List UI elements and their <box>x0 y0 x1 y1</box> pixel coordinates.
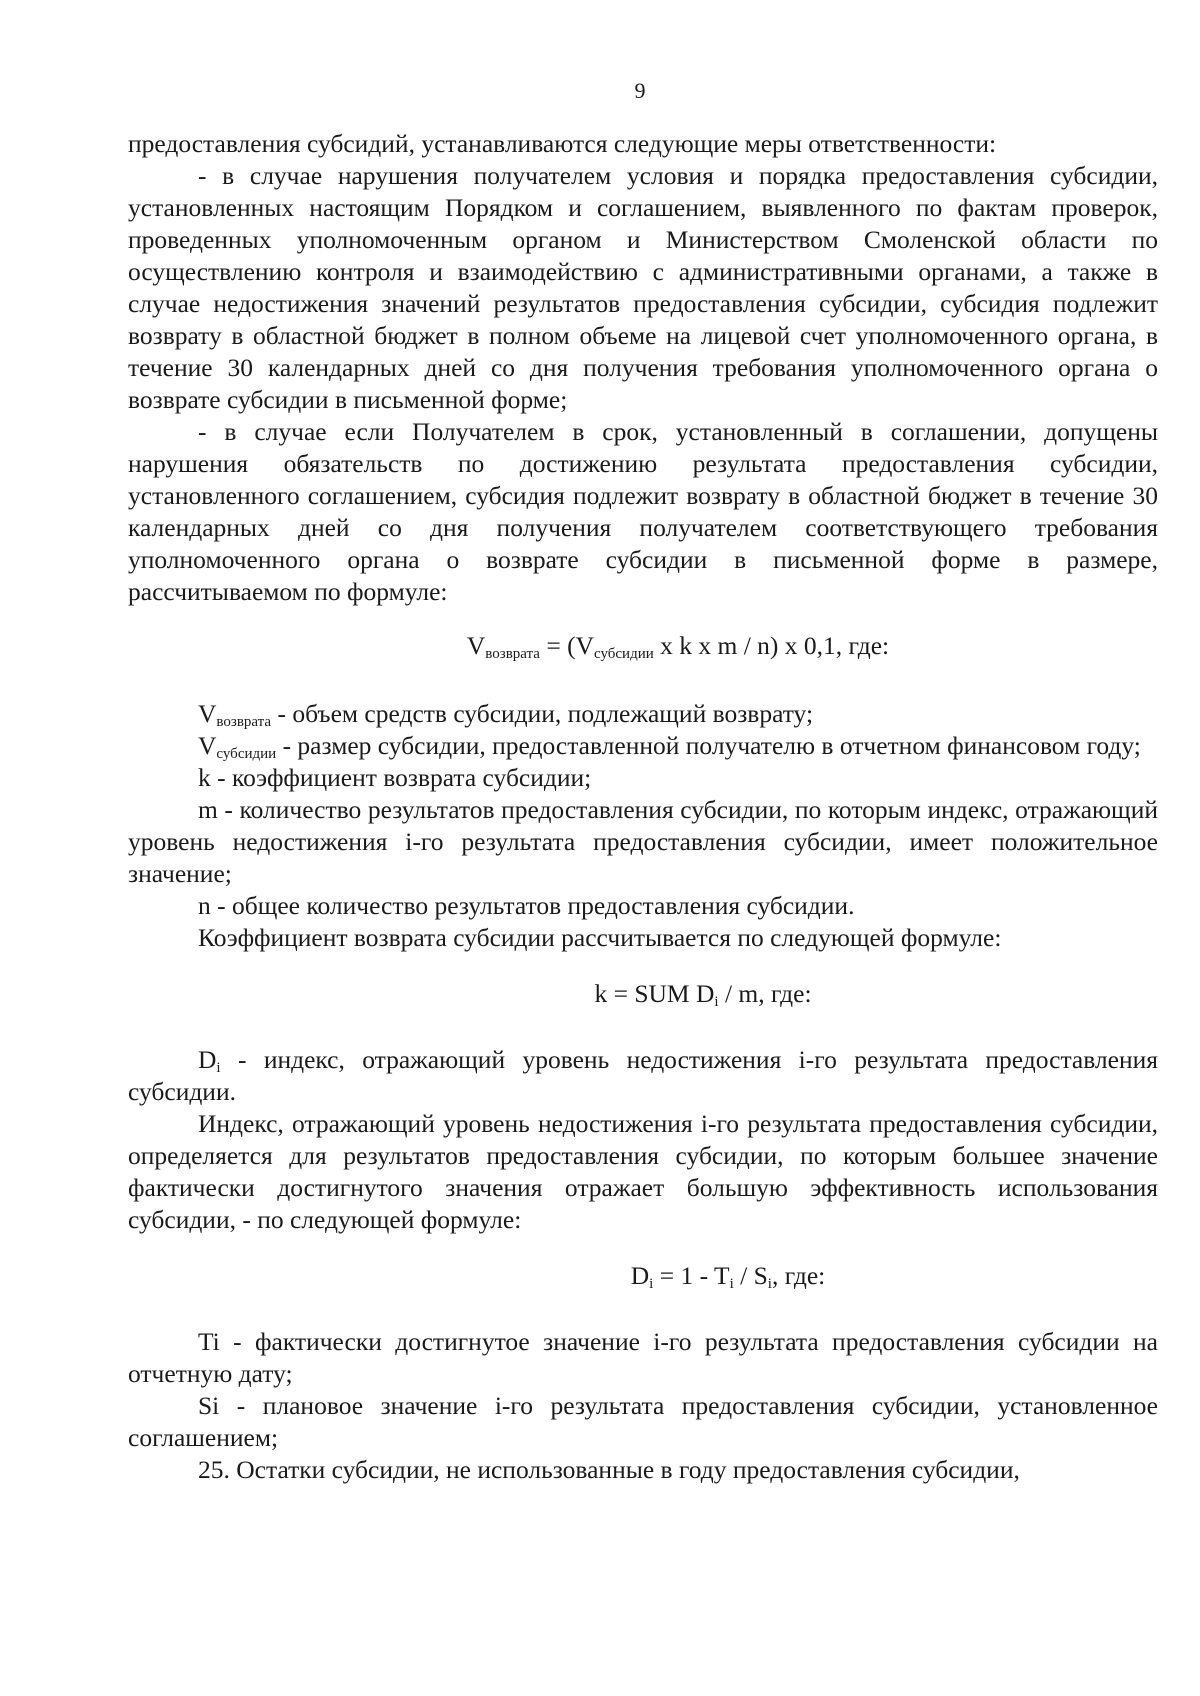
document-body <box>128 128 1158 1486</box>
definition-d: $D_i$ - индекс, отражающий уровень недостижения i-го результата предоставления субсидии. <box>128 1045 1158 1106</box>
definition-n: n - общее количество результатов предоставления субсидии. <box>198 891 855 920</box>
page-number: 9 <box>634 78 646 103</box>
definition-v-subsidy: $V_{субсидии}$ - размер субсидии, предоставленной получателю в отчетном финансовом году; <box>198 731 1141 762</box>
coefficient-intro: Коэффициент возврата субсидии рассчитывается по следующей формуле: <box>198 923 1002 952</box>
definition-v-return: $V_{возврата}$ - объем средств субсидии, подлежащий возврату; <box>198 699 814 730</box>
formula-return-volume: $V_{возврата} = (V_{субсидии}$ x k x m / n) x 0,1, где: <box>466 631 890 662</box>
definition-ti: Ti - фактически достигнутое значение i-го результата предоставления субсидии на отчетную дату; <box>128 1327 1158 1388</box>
definition-k: k - коэффициент возврата субсидии; <box>198 763 592 792</box>
formula-coefficient: k = SUM $D_i$ / m, где: <box>594 979 812 1010</box>
formula-index: $D_i = 1 - T_i / S_i$, где: <box>630 1261 826 1292</box>
paragraph-violation-partial-return: - в случае если Получателем в срок, установленный в соглашении, допущены нарушения обязательств по достижению результата предоставления субсидии, установленного соглашением, субсидия подлежит возврату в областной бюджет в течение 30 календарных дней со дня получения получателем соответствующего требования уполномоченного органа о возврате субсидии в письменной форме в размере, рассчитываемом по формуле: <box>128 417 1158 606</box>
index-intro: Индекс, отражающий уровень недостижения i-го результата предоставления субсидии, определяется для результатов предоставления субсидии, по которым большее значение фактически достигнутого значения отражает большую эффективность использования субсидии, - по следующей формуле: <box>128 1109 1158 1234</box>
paragraph-25: 25. Остатки субсидии, не использованные в году предоставления субсидии, <box>198 1455 1020 1484</box>
paragraph-violation-full-return: - в случае нарушения получателем условия и порядка предоставления субсидии, установленных настоящим Порядком и соглашением, выявленного по фактам проверок, проведенных уполномоченным органом и Министерством Смоленской области по осуществлению контроля и взаимодействию с административными органами, а также в случае недостижения значений результатов предоставления субсидии, субсидия подлежит возврату в областной бюджет в полном объеме на лицевой счет уполномоченного органа, в течение 30 календарных дней со дня получения требования уполномоченного органа о возврате субсидии в письменной форме; <box>128 161 1158 414</box>
paragraph-intro: предоставления субсидий, устанавливаются следующие меры ответственности: <box>128 129 997 158</box>
definition-si: Si - плановое значение i-го результата предоставления субсидии, установленное соглашением; <box>128 1391 1158 1452</box>
definition-m: m - количество результатов предоставления субсидии, по которым индекс, отражающий уровень недостижения i-го результата предоставления субсидии, имеет положительное значение; <box>128 795 1158 888</box>
